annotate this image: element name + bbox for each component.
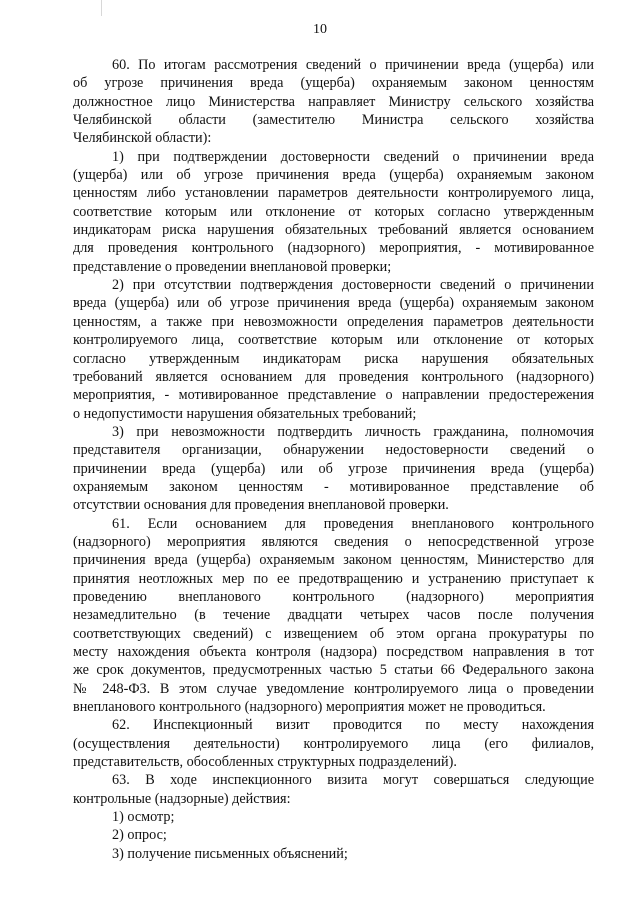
text-line: соответствующих сведений) с извещением об этом органа прокуратуры по <box>73 625 594 642</box>
text-line: согласно утвержденным индикаторам риска нарушения обязательных <box>73 350 594 367</box>
paragraph-p63-3 <box>73 845 594 863</box>
text-line: 62. Инспекционный визит проводится по месту нахождения <box>112 717 594 734</box>
text-line: Челябинской области): <box>73 130 212 147</box>
page-number: 10 <box>313 22 327 37</box>
text-line: о недопустимости нарушения обязательных требований; <box>73 405 417 422</box>
text-line: месту нахождения объекта контроля (надзора) посредством направления в тот <box>73 644 594 660</box>
text-line: отсутствии основания для проведения внеплановой проверки. <box>73 497 449 514</box>
text-line: (осуществления деятельности) контролируемого лица (его филиалов, <box>73 735 594 752</box>
text-line: (надзорного) мероприятия являются сведения о непосредственной угрозе <box>73 533 594 550</box>
text-line: охраняемым законом ценностям - мотивированное представление об <box>73 478 594 495</box>
text-line: незамедлительно (в течение двадцати четырех часов после получения <box>73 607 594 624</box>
text-line: же срок документов, предусмотренных частью 5 статьи 66 Федерального закона <box>73 662 594 679</box>
paragraph-p60 <box>73 56 594 148</box>
text-line: 2) при отсутствии подтверждения достоверности сведений о причинении <box>112 277 594 294</box>
text-line: ценностям, а также при невозможности определения параметров деятельности <box>73 313 594 330</box>
paragraph-p63 <box>73 771 594 808</box>
paragraph-p60-2 <box>73 276 594 423</box>
text-line: 61. Если основанием для проведения внепланового контрольного <box>112 515 594 532</box>
text-line: 2) опрос; <box>112 827 167 844</box>
text-line: 3) при невозможности подтвердить личность гражданина, полномочия <box>112 423 594 440</box>
text-line: требований является основанием для проведения контрольного (надзорного) <box>73 368 594 385</box>
text-line: (ущерба) или об угрозе причинения вреда (ущерба) охраняемым законом <box>73 167 594 184</box>
text-line: соответствие которым или отклонение от которых согласно утвержденным <box>73 203 594 220</box>
text-line: № 248-ФЗ. В этом случае уведомление контролируемого лица о проведении <box>73 680 594 697</box>
text-line: 3) получение письменных объяснений; <box>112 845 348 862</box>
text-line: представителя организации, обнаружении недостоверности сведений о <box>73 442 594 459</box>
paragraph-p60-1 <box>73 148 594 276</box>
document-body <box>73 56 594 863</box>
text-line: вреда (ущерба) или об угрозе причинения вреда (ущерба) охраняемым законом <box>73 295 594 312</box>
text-line: 1) осмотр; <box>112 809 175 826</box>
text-line: Челябинской области (заместителю Министра сельского хозяйства <box>73 112 594 129</box>
text-line: 63. В ходе инспекционного визита могут совершаться следующие <box>112 772 594 789</box>
text-line: проведению внепланового контрольного (надзорного) мероприятия <box>73 588 594 605</box>
paragraph-p62 <box>73 716 594 771</box>
text-line: причинении вреда (ущерба) или об угрозе причинения вреда (ущерба) <box>73 460 594 477</box>
text-line: 60. По итогам рассмотрения сведений о причинении вреда (ущерба) или <box>112 57 594 73</box>
scan-edge-mark <box>101 0 102 16</box>
text-line: контрольные (надзорные) действия: <box>73 790 291 807</box>
text-line: внепланового контрольного (надзорного) мероприятия может не проводиться. <box>73 699 546 716</box>
text-line: причинения вреда (ущерба) охраняемым законом ценностям, Министерство для <box>73 552 594 569</box>
paragraph-p60-3 <box>73 423 594 515</box>
text-line: контролируемого лица, соответствие которым или отклонение от которых <box>73 332 594 349</box>
paragraph-p63-1 <box>73 808 594 826</box>
text-line: мероприятия, - мотивированное представление о направлении предостережения <box>73 387 594 404</box>
text-line: представление о проведении внеплановой проверки; <box>73 258 392 275</box>
text-line: для проведения контрольного (надзорного) мероприятия, - мотивированное <box>73 240 594 257</box>
paragraph-p63-2 <box>73 826 594 844</box>
text-line: 1) при подтверждении достоверности сведений о причинении вреда <box>112 148 594 165</box>
text-line: индикаторам риска нарушения обязательных требований является основанием <box>73 222 594 239</box>
paragraph-p61 <box>73 515 594 717</box>
text-line: ценностям либо установлении параметров деятельности контролируемого лица, <box>73 185 594 202</box>
text-line: об угрозе причинения вреда (ущерба) охраняемым законом ценностям <box>73 75 594 92</box>
text-line: принятия неотложных мер по ее предотвращению и устранению приступает к <box>73 570 594 587</box>
text-line: представительств, обособленных структурных подразделений). <box>73 754 457 771</box>
text-line: должностное лицо Министерства направляет Министру сельского хозяйства <box>73 93 594 110</box>
